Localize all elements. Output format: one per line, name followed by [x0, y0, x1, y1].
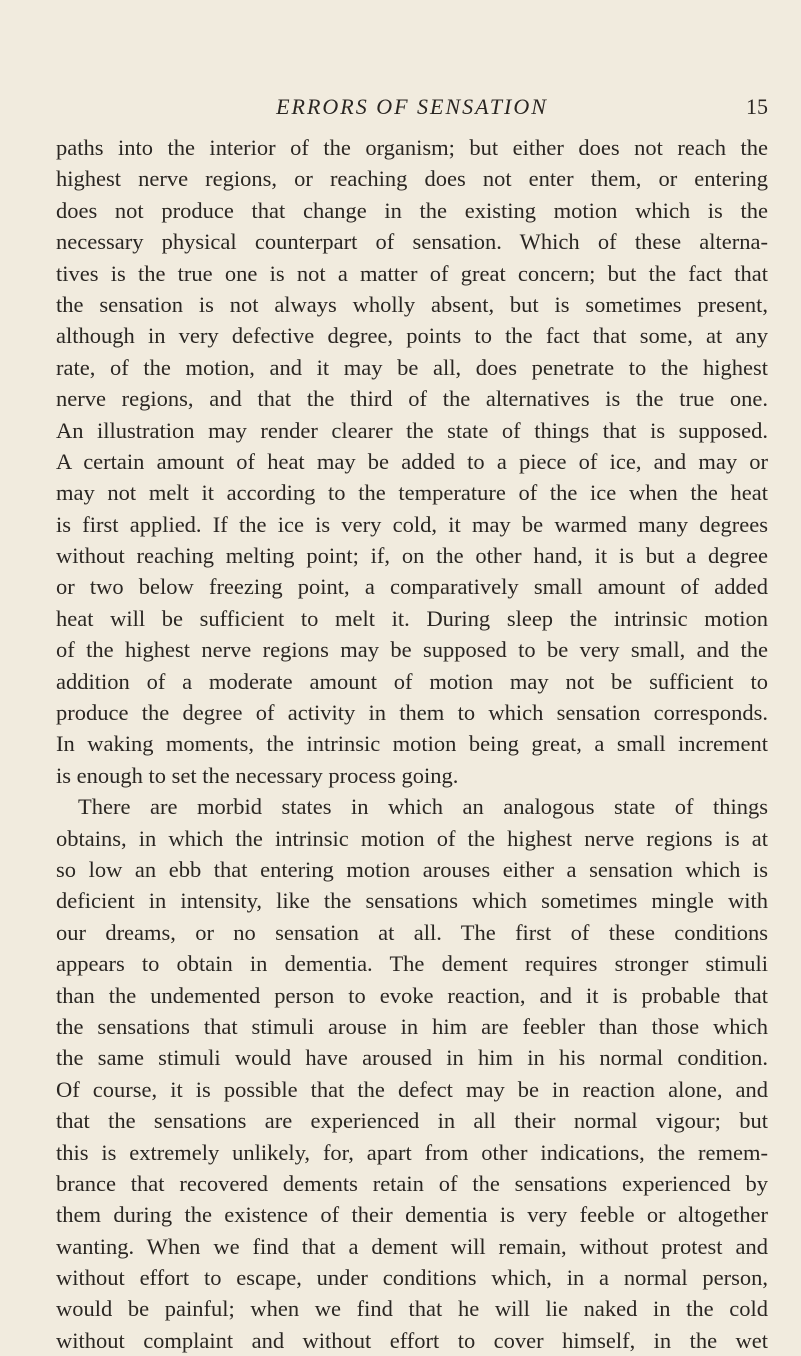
text-line: our dreams, or no sensation at all. The first of these conditions: [56, 919, 768, 945]
text-line: without complaint and without effort to cover himself, in the wet: [56, 1327, 768, 1353]
running-head: [56, 92, 768, 122]
text-line: highest nerve regions, or reaching does not enter them, or entering: [56, 166, 768, 192]
paragraph-end-line: is enough to set the necessary process going.: [56, 762, 459, 788]
text-line: would be painful; when we find that he will lie naked in the cold: [56, 1296, 768, 1322]
text-line: addition of a moderate amount of motion may not be sufficient to: [56, 668, 768, 694]
text-line: A certain amount of heat may be added to a piece of ice, and may or: [56, 448, 768, 474]
text-line: heat will be sufficient to melt it. During sleep the intrinsic motion: [56, 605, 768, 631]
text-line: them during the existence of their dementia is very feeble or altogether: [56, 1202, 768, 1228]
text-line: than the undemented person to evoke reaction, and it is probable that: [56, 982, 768, 1008]
paragraph-start-line: There are morbid states in which an analogous state of things: [78, 794, 768, 820]
text-line: the same stimuli would have aroused in him in his normal condition.: [56, 1045, 768, 1071]
page-number: 15: [746, 94, 768, 119]
text-line: brance that recovered dements retain of the sensations experienced by: [56, 1170, 768, 1196]
text-line: that the sensations are experienced in all their normal vigour; but: [56, 1108, 768, 1134]
text-line: or two below freezing point, a comparatively small amount of added: [56, 574, 768, 600]
text-line: In waking moments, the intrinsic motion being great, a small increment: [56, 731, 768, 757]
text-line: is first applied. If the ice is very cold, it may be warmed many degrees: [56, 511, 768, 537]
text-line: deficient in intensity, like the sensations which sometimes mingle with: [56, 888, 768, 914]
text-line: wanting. When we find that a dement will remain, without protest and: [56, 1233, 768, 1259]
text-line: tives is the true one is not a matter of great concern; but the fact that: [56, 260, 768, 286]
text-line: without effort to escape, under conditions which, in a normal person,: [56, 1265, 768, 1291]
text-line: this is extremely unlikely, for, apart from other indications, the remem-: [56, 1139, 768, 1165]
text-line: paths into the interior of the organism; but either does not reach the: [56, 135, 768, 160]
text-line: nerve regions, and that the third of the alternatives is the true one.: [56, 386, 768, 412]
text-line: obtains, in which the intrinsic motion of the highest nerve regions is at: [56, 825, 768, 851]
text-line: necessary physical counterpart of sensation. Which of these alterna-: [56, 229, 768, 255]
text-line: does not produce that change in the existing motion which is the: [56, 197, 768, 223]
running-title: ERRORS OF SENSATION: [276, 94, 548, 119]
text-line: may not melt it according to the temperature of the ice when the heat: [56, 480, 768, 506]
text-line: the sensation is not always wholly absent, but is sometimes present,: [56, 291, 768, 317]
text-line: An illustration may render clearer the state of things that is supposed.: [56, 417, 768, 443]
text-line: produce the degree of activity in them to which sensation corresponds.: [56, 700, 768, 726]
text-line: so low an ebb that entering motion arouses either a sensation which is: [56, 856, 768, 882]
text-line: rate, of the motion, and it may be all, does penetrate to the highest: [56, 354, 768, 380]
text-line: Of course, it is possible that the defect may be in reaction alone, and: [56, 1076, 768, 1102]
text-line: of the highest nerve regions may be supposed to be very small, and the: [56, 637, 768, 663]
text-line: the sensations that stimuli arouse in him are feebler than those which: [56, 1013, 768, 1039]
text-line: without reaching melting point; if, on the other hand, it is but a degree: [56, 543, 768, 569]
body-text: [56, 132, 768, 1356]
text-line: although in very defective degree, points to the fact that some, at any: [56, 323, 768, 349]
text-line: appears to obtain in dementia. The dement requires stronger stimuli: [56, 951, 768, 977]
